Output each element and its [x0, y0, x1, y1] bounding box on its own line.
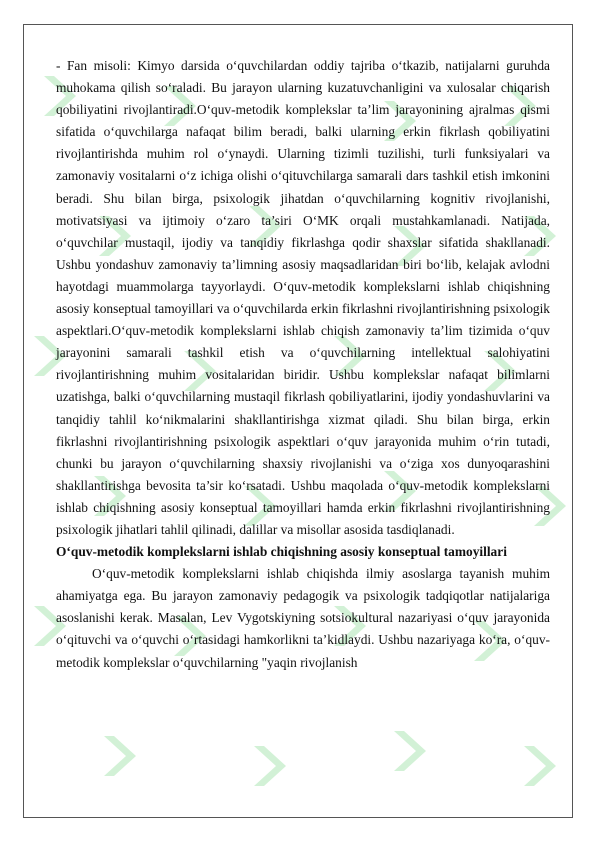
section-heading: O‘quv-metodik komplekslarni ishlab chiqishning asosiy konseptual tamoyillari [56, 544, 507, 560]
document-body [56, 55, 550, 674]
intro-paragraph: - Fan misoli: Kimyo darsida o‘quvchilardan oddiy tajriba o‘tkazib, natijalarni guruhda muhokama qilish so‘raladi. Bu jarayon ularning kuzatuvchanligini va xulosalar chiqarish qobiliyatini rivojlantiradi.O‘quv-metodik komplekslar ta’lim jarayonining ajralmas qismi sifatida o‘quvchilarga nafaqat bilim beradi, balki ularning erkin fikrlash qobiliyatini rivojlantirishda muhim rol o‘ynaydi. Ularning tizimli tuzilishi, turli funksiyalari va zamonaviy vositalarni o‘z ichiga olishi o‘qituvchilarga samarali dars tashkil etish imkonini beradi. Shu bilan birga, psixologik jihatdan o‘quvchilarning kognitiv rivojlanishi, motivatsiyasi va ijtimoiy o‘zaro ta’siri O‘MK orqali mustahkamlanadi. Natijada, o‘quvchilar mustaqil, ijodiy va tanqidiy fikrlashga qodir shaxslar sifatida shakllanadi. Ushbu yondashuv zamonaviy ta’limning asosiy maqsadlaridan biri bo‘lib, kelajak avlodni hayotdagi muammolarga tayyorlaydi. O‘quv-metodik komplekslarni ishlab chiqishning asosiy konseptual tamoyillari va o‘quvchilarda erkin fikrlashni rivojlantirishning psixologik aspektlari.O‘quv-metodik komplekslarni ishlab chiqish zamonaviy ta’lim tizimida o‘quv jarayonini samarali tashkil etish va o‘quvchilarning intellektual salohiyatini rivojlantirishning muhim vositalaridan biridir. Ushbu komplekslar nafaqat bilimlarni uzatishga, balki o‘quvchilarning mustaqil fikrlash qobiliyatlarini, ijodiy yondashuvlarini va tanqidiy tahlil ko‘nikmalarini shakllantirishga xizmat qiladi. Shu bilan birga, erkin fikrlashni rivojlantirishning psixologik aspektlari o‘quv jarayonida muhim o‘rin tutadi, chunki bu jarayon o‘quvchilarning shaxsiy rivojlanishi va o‘ziga xos dunyoqarashini shakllantirishga bevosita ta’sir ko‘rsatadi. Ushbu maqolada o‘quv-metodik komplekslarni ishlab chiqishning asosiy konseptual tamoyillari hamda erkin fikrlashni rivojlantirishning psixologik jihatlari tahlil qilinadi, dalillar va misollar asosida tasdiqlanadi. [56, 58, 550, 537]
section-paragraph: O‘quv-metodik komplekslarni ishlab chiqishda ilmiy asoslarga tayanish muhim ahamiyatga ega. Bu jarayon zamonaviy pedagogik va psixologik tadqiqotlar natijalariga asoslanishi kerak. Masalan, Lev Vygotskiyning sotsiokultural nazariyasi o‘quv jarayonida o‘qituvchi va o‘quvchi o‘rtasidagi hamkorlikni ta’kidlaydi. Ushbu nazariyaga ko‘ra, o‘quv-metodik komplekslar o‘quvchilarning "yaqin rivojlanish [56, 566, 550, 670]
